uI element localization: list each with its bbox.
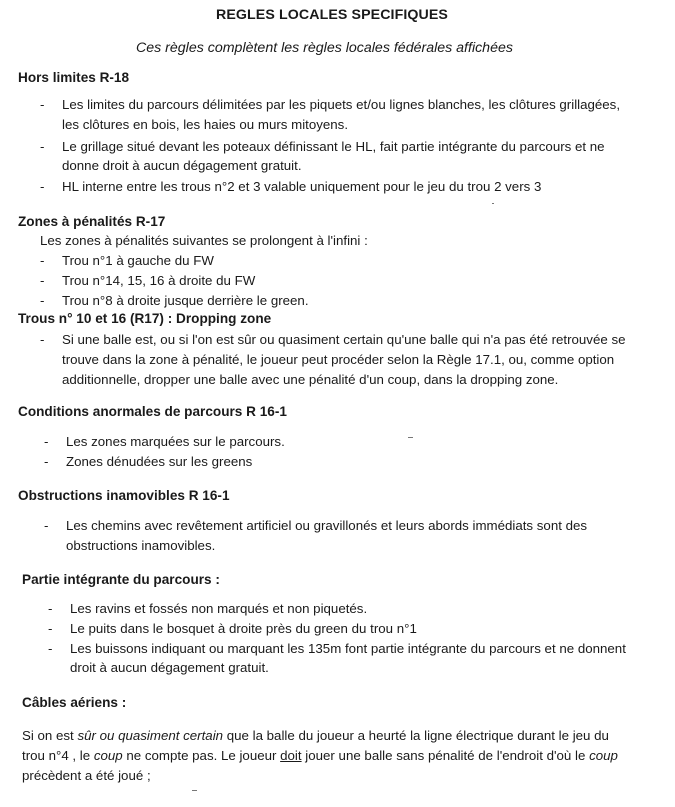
bullet-dash: - xyxy=(40,253,45,268)
list-item: Le grillage situé devant les poteaux définissant le HL, fait partie intégrante du parcours et ne xyxy=(62,139,605,154)
text-run: que la balle du joueur a heurté la ligne électrique durant le jeu du xyxy=(223,728,609,743)
list-item: Si une balle est, ou si l'on est sûr ou quasiment certain qu'une balle qui n'a pas été retrouvée se xyxy=(62,332,626,347)
text-run: trou n°4 , le xyxy=(22,748,94,763)
paragraph-line xyxy=(22,748,618,763)
scan-speck xyxy=(192,790,197,791)
bullet-dash: - xyxy=(40,332,45,347)
italic-text: coup xyxy=(93,748,123,763)
list-item: HL interne entre les trous n°2 et 3 valable uniquement pour le jeu du trou 2 vers 3 xyxy=(62,179,542,194)
scan-speck xyxy=(492,203,494,204)
list-item: Zones dénudées sur les greens xyxy=(66,454,253,469)
list-item: Les zones marquées sur le parcours. xyxy=(66,434,285,449)
list-item-continuation: droit à aucun dégagement gratuit. xyxy=(70,660,269,675)
list-item: Les limites du parcours délimitées par les piquets et/ou lignes blanches, les clôtures grillagées, xyxy=(62,97,621,112)
list-item: Les buissons indiquant ou marquant les 135m font partie intégrante du parcours et ne donnent xyxy=(70,641,626,656)
section-heading-dropping-zone: Trous n° 10 et 16 (R17) : Dropping zone xyxy=(18,311,272,326)
bullet-dash: - xyxy=(44,434,49,449)
text-run: jouer une balle sans pénalité de l'endroit d'où le xyxy=(301,748,590,763)
page-subtitle: Ces règles complètent les règles locales fédérales affichées xyxy=(136,40,513,56)
list-item: Trou n°1 à gauche du FW xyxy=(62,253,214,268)
list-item: Le puits dans le bosquet à droite près du green du trou n°1 xyxy=(70,621,417,636)
section-intro: Les zones à pénalités suivantes se prolongent à l'infini : xyxy=(40,233,368,248)
section-heading-hors-limites: Hors limites R-18 xyxy=(18,70,130,85)
bullet-dash: - xyxy=(48,621,53,636)
bullet-dash: - xyxy=(48,601,53,616)
bullet-dash: - xyxy=(44,454,49,469)
section-heading-cables-aeriens: Câbles aériens : xyxy=(22,695,127,710)
list-item-continuation: obstructions inamovibles. xyxy=(66,538,216,553)
bullet-dash: - xyxy=(40,139,45,154)
section-heading-partie-integrante: Partie intégrante du parcours : xyxy=(22,572,220,587)
bullet-dash: - xyxy=(48,641,53,656)
underlined-text: doit xyxy=(280,748,302,763)
scan-speck xyxy=(408,437,413,438)
bullet-dash: - xyxy=(40,293,45,308)
bullet-dash: - xyxy=(40,273,45,288)
italic-text: coup xyxy=(589,748,618,763)
list-item-continuation: donne droit à aucun dégagement gratuit. xyxy=(62,158,302,173)
list-item-continuation: additionnelle, dropper une balle avec une pénalité d'un coup, dans la dropping zone. xyxy=(62,372,559,387)
paragraph-line: précèdent a été joué ; xyxy=(22,768,151,783)
section-heading-conditions-anormales: Conditions anormales de parcours R 16-1 xyxy=(18,404,287,419)
list-item: Trou n°14, 15, 16 à droite du FW xyxy=(62,273,256,288)
paragraph-line xyxy=(22,728,609,743)
section-heading-obstructions: Obstructions inamovibles R 16-1 xyxy=(18,488,230,503)
page-title: REGLES LOCALES SPECIFIQUES xyxy=(216,7,448,23)
text-run: ne compte pas. Le joueur xyxy=(122,748,281,763)
list-item-continuation: les clôtures en bois, les haies ou murs mitoyens. xyxy=(62,117,349,132)
list-item: Les chemins avec revêtement artificiel ou gravillonés et leurs abords immédiats sont des xyxy=(66,518,588,533)
italic-text: sûr ou quasiment certain xyxy=(77,728,224,743)
text-run: Si on est xyxy=(22,728,78,743)
section-heading-zones-penalites: Zones à pénalités R-17 xyxy=(18,214,166,229)
list-item: Trou n°8 à droite jusque derrière le green. xyxy=(62,293,309,308)
list-item: Les ravins et fossés non marqués et non piquetés. xyxy=(70,601,368,616)
bullet-dash: - xyxy=(40,179,45,194)
bullet-dash: - xyxy=(40,97,45,112)
bullet-dash: - xyxy=(44,518,49,533)
list-item-continuation: trouve dans la zone à pénalité, le joueur peut procéder selon la Règle 17.1, ou, comme option xyxy=(62,352,615,367)
